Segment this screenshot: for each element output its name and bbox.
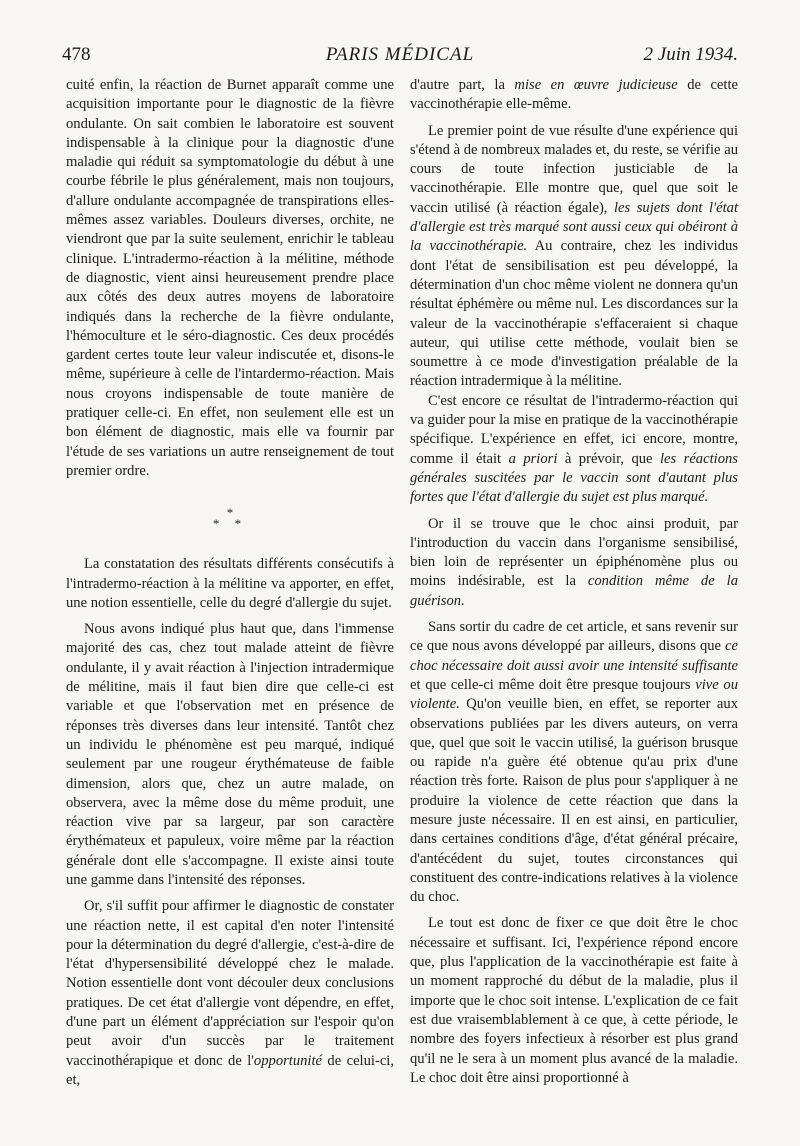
asterism-top: * xyxy=(226,505,234,521)
paragraph: cuité enfin, la réaction de Burnet apparaît comme une acquisition importante pour le diagnostic de la fièvre ondulante. On sait combien le laboratoire est souvent indispensable à la clinique pour la diagnostic d'une maladie qui réduit sa symptomatologie du début à une courbe fébrile le plus généralement, mais non toujours, d'allure ondulante accompagnée de transpirations elles-mêmes assez variables. Douleurs diverses, orchite, ne viendront que par la suite seulement, enrichir le tableau clinique. L'intradermo-réaction à la mélitine, méthode de diagnostic, vient ainsi heureusement prendre place aux côtés des deux autres moyens de laboratoire indiqués dans la recherche de la fièvre ondulante, l'hémoculture et le séro-diagnostic. Ces deux procédés gardent certes toute leur valeur indiscutée et, disons-le même, supérieure à celle de l'intardermo-réaction. Mais nous croyons indispensable de toute manière de pratiquer celle-ci. En effet, non seulement elle est un bon élément de diagnostic, mais elle va fournir par l'étude de ses variations un autre renseignement de tout premier ordre. xyxy=(66,77,394,479)
paragraph: C'est encore ce résultat de l'intradermo-réaction qui va guider pour la mise en pratique de la vaccinothérapie spécifique. L'expérience en effet, ici encore, montre, comme il était a priori à prévoir, que les réactions générales suscitées par le vaccin sont d'autant plus fortes que l'état d'allergie du sujet est plus marqué. xyxy=(410,392,738,506)
right-column xyxy=(410,76,738,1088)
journal-title: PARIS MÉDICAL xyxy=(325,44,475,65)
paragraph: Le premier point de vue résulte d'une expérience qui s'étend à de nombreux malades et, du reste, se vérifie au cours de toute infection justiciable de la vaccinothérapie. Elle montre que, quel que soit le vaccin utilisé (à réaction égale), les sujets dont l'état d'allergie est très marqué sont aussi ceux qui obéiront à la vaccinothérapie. Au contraire, chez les individus dont l'état de sensibilisation est peu développé, la détermination d'un choc même violent ne donnera qu'un résultat éphémère ou même nul. Les discordances sur la valeur de la vaccinothérapie s'effaceraient si chaque auteur, qui utilise cette méthode, voulait bien se soumettre à ce mode d'investigation préalable de la réaction intradermique à la mélitine. xyxy=(410,122,739,390)
issue-date: 2 Juin 1934. xyxy=(643,44,738,65)
section-separator xyxy=(66,505,394,532)
paragraph: d'autre part, la mise en œuvre judicieuse de cette vaccinothérapie elle-même. xyxy=(410,77,738,113)
paragraph: Nous avons indiqué plus haut que, dans l'immense majorité des cas, chez tout malade atteint de fièvre ondulante, il y avait réaction à l'injection intradermique de mélitine, mais il faut bien dire que celle-ci est variable et que l'observation met en présence de réponses très diverses dans leur intensité. Tantôt chez un individu le phénomène est peu marqué, indiqué seulement par une rougeur érythémateuse de faible dimension, alors que, chez un autre malade, on observera, avec la même dose du même produit, une réaction vive par sa largeur, par son caractère érythémateux et papuleux, voire même par la réaction générale dont elle s'accompagne. Il existe ainsi toute une gamme dans l'intensité des réponses. xyxy=(66,621,394,888)
paragraph: Le tout est donc de fixer ce que doit être le choc nécessaire et suffisant. Ici, l'expérience répond encore que, plus l'application de la vaccinothérapie est faite à un moment rapproché du début de la maladie, plus il importe que le choc soit intense. L'explication de ce fait est due vraisemblablement à ce que, à cette période, le nombre des foyers infectieux à résorber est plus grand qu'il ne le sera à un moment plus avancé de la maladie. Le choc doit être ainsi proportionné à xyxy=(410,915,738,1086)
left-column xyxy=(66,76,394,1090)
paragraph: Or, s'il suffit pour affirmer le diagnostic de constater une réaction nette, il est capital d'en noter l'intensité pour la détermination du degré d'allergie, c'est-à-dire de l'état d'hypersensibilité développé chez le malade. Notion essentielle dont vont découler deux conclusions pratiques. De cet état d'allergie vont dépendre, en effet, d'une part un élément d'appréciation sur l'espoir qu'on peut avoir d'un succès par le traitement vaccinothérapique et donc de l'opportunité de celui-ci, et, xyxy=(66,898,394,1088)
page-number: 478 xyxy=(62,44,91,65)
paragraph: La constatation des résultats différents consécutifs à l'intradermo-réaction à la mélitine va apporter, en effet, une notion essentielle, celle du degré d'allergie du sujet. xyxy=(66,556,394,611)
asterism-bottom: * * xyxy=(212,516,248,532)
paragraph: Sans sortir du cadre de cet article, et sans revenir sur ce que nous avons développé par ailleurs, disons que ce choc nécessaire doit aussi avoir une intensité suffisante et que celle-ci même doit être presque toujours vive ou violente. Qu'on veuille bien, en effet, se reporter aux observations publiées par les divers auteurs, on verra que, quel que soit le vaccin utilisé, la guérison brusque ou rapide n'a guère été obtenue qu'au prix d'une réaction très forte. Raison de plus pour s'appliquer à ne produire la violence de cette réaction que dans la mesure juste nécessaire. Il en est ainsi, en particulier, dans certaines conditions d'âge, d'état général précaire, d'antécédent du sujet, toutes circonstances qui constituent des contre-indications relatives à la violence du choc. xyxy=(410,619,738,906)
paragraph: Or il se trouve que le choc ainsi produit, par l'introduction du vaccin dans l'organisme sensibilisé, bien loin de représenter un épiphénomène plus ou moins indésirable, est la condition même de la guérison. xyxy=(410,515,738,609)
running-header xyxy=(62,44,738,70)
